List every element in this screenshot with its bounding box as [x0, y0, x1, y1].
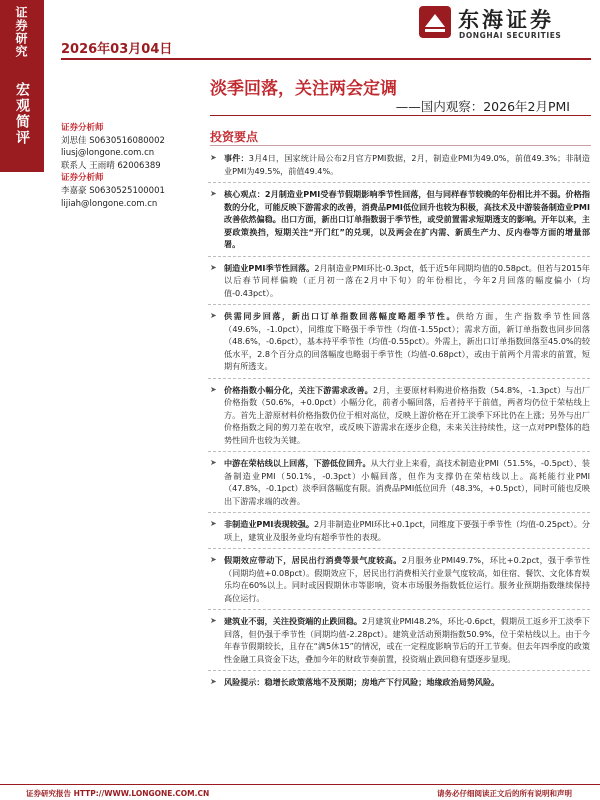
bullet-divider: [208, 256, 590, 257]
logo-name-cn: 东海证券: [458, 8, 554, 32]
bullet-divider: [208, 378, 590, 379]
bullet-text: 从大行业上来看，高技术制造业PMI（51.5%，-0.5pct）、装备制造业PMI（50.1%，-0.3pct）小幅回落，但作为支撑仍在荣枯线以上。高耗能行业PMI（47.8%，-0.1pct）淡季回落幅度有限。消费品PMI低位回升（48.3%，+0.5pct），同时可能也反映出下游需求端的改善。: [224, 458, 590, 506]
bullet-divider: [208, 451, 590, 452]
bullet-lead: 非制造业PMI表现较强。: [224, 519, 314, 529]
category-tab: [0, 72, 44, 172]
bullet-event: [208, 152, 590, 177]
bullet-industries: [208, 457, 590, 507]
footer-disclaimer: 请务必仔细阅读正文后的所有说明和声明: [437, 789, 572, 798]
analyst-block: [61, 172, 201, 210]
bullet-arrow-icon: ➤: [210, 262, 217, 272]
bullet-arrow-icon: ➤: [210, 384, 217, 394]
company-logo: [418, 3, 593, 43]
bullet-arrow-icon: ➤: [210, 189, 217, 198]
footer-website: 证券研究报告 HTTP://WWW.LONGONE.COM.CN: [26, 789, 210, 798]
bullet-supply-demand: [208, 310, 590, 373]
report-subtitle: ——国内观察：2026年2月PMI: [395, 99, 570, 114]
analyst-email: lijiah@longone.com.cn: [61, 198, 158, 209]
bullet-lead: 核心观点：2月制造业PMI受春节假期影响季节性回落，但与同样春节较晚的年份相比并不弱。价格指数的分化，可能反映下游需求的改善，消费品PMI低位回升也较为积极，高技术及中游装备制造业PMI改善依然偏稳。出口方面，新出口订单指数弱于季节性，或受前置需求短期透支的影响。开年以来，主要政策换挡，短期关注“开门红”的兑现，以及两会在扩内需、新质生产力、反内卷等方面的增量部署。: [224, 189, 590, 249]
bullet-divider: [208, 609, 590, 610]
analyst-block: [61, 122, 201, 172]
bullet-arrow-icon: ➤: [210, 677, 217, 686]
analyst-role: 证券分析师: [61, 123, 104, 133]
key-points: [208, 152, 590, 689]
bullet-prices: [208, 384, 590, 447]
bullet-arrow-icon: ➤: [210, 616, 217, 625]
bullet-text: 3月4日，国家统计局公布2月官方PMI数据，2月，制造业PMI为49.0%，前值49.3%；非制造业PMI为49.5%，前值49.4%。: [224, 153, 590, 176]
bullet-text: 2月非制造业PMI环比+0.1pct，同维度下要强于季节性（均值-0.25pct）。分项上，建筑业及服务业均有超季节性的表现。: [224, 519, 590, 542]
bullet-text: 2月服务业PMI49.7%，环比+0.2pct，强于季节性（同期均值+0.08pct）。假期效应下，居民出行消费相关行业景气度较高，如住宿、餐饮、文化体育娱乐均在60%以上。同时或因假期休市等影响，资本市场服务指数低位运行。服务业预期指数继续保持高位运行。: [224, 555, 590, 603]
bullet-construction: [208, 615, 590, 665]
bullet-lead: 事件：: [224, 153, 249, 163]
bullet-lead: 假期效应带动下，居民出行消费等景气度较高。: [224, 555, 402, 565]
bullet-arrow-icon: ➤: [210, 311, 217, 320]
bullet-risk: [208, 676, 590, 689]
logo-name-en: DONGHAI SECURITIES: [459, 31, 562, 40]
bullet-text: 2月制造业PMI环比-0.3pct，低于近5年同期均值的0.58pct。但若与2015年以后春节同样偏晚（正月初一落在2月中下旬）的年份相比，今年2月回落的幅度偏小（均值-0.43pct）。: [224, 262, 590, 298]
report-type-tab: [0, 0, 44, 72]
bullet-arrow-icon: ➤: [210, 153, 217, 162]
bullet-services: [208, 554, 590, 604]
analyst-sidebar: [61, 122, 201, 210]
bullet-divider: [208, 512, 590, 513]
footer-divider: [0, 784, 600, 785]
bullet-text: 2月建筑业PMI48.2%，环比-0.6pct，假期员工返乡开工淡季下回落，但仍强于季节性（同期均值-2.28pct）。建筑业活动预期指数50.9%，位于荣枯线以上。由于今年春节假期较长，且存在“满5休15”的情况，或在一定程度影响节后的开工节奏。但去年四季度的政策性金融工具资金下达，叠加今年的财政节奏前置，投资端止跌回稳有望逐步显现。: [224, 616, 590, 664]
title-divider: [210, 115, 591, 116]
bullet-lead: 中游在荣枯线以上回落，下游低位回升。: [224, 458, 371, 468]
bullet-manufacturing: [208, 262, 590, 300]
report-date: 2026年03月04日: [61, 42, 173, 57]
bullet-divider: [208, 304, 590, 305]
bullet-arrow-icon: ➤: [210, 458, 217, 467]
category-label: 宏观简评: [14, 82, 30, 146]
bullet-divider: [208, 182, 590, 183]
bullet-text: 供给方面，生产指数季节性回落（49.6%，-1.0pct），同维度下略强于季节性（均值-1.55pct）；需求方面，新订单指数也同步回落（48.6%，-0.6pct），基本持平季节性（均值-0.55pct）。外需上，新出口订单指数回落至45.0%的较低水平，2.8个百分点的回落幅度也略弱于季节性（均值-0.68pct），或由于前两个月需求的前置，短期有所透支。: [224, 311, 590, 371]
analyst-name-id: 刘思佳 S0630516080002: [61, 135, 165, 146]
bullet-text: 2月，主要原材料购进价格指数（54.8%，-1.3pct）与出厂价格指数（50.6%，+0.0pct）小幅分化，前者小幅回落，后者持平于前值，两者均仍位于荣枯线上方。首先上游原材料价格指数仍位于相对高位，反映上游价格在开工淡季下环比仍在上涨；另外与出厂价格指数之间的剪刀差在收窄，或反映下游需求在逐步企稳，未来关注持续性，这一点对PPI整体的趋势性回升也较为关键。: [224, 384, 590, 445]
bullet-core-view: [208, 188, 590, 251]
bullet-lead: 供需同步回落，新出口订单指数回落幅度略超季节性。: [224, 311, 457, 321]
analyst-role: 证券分析师: [61, 173, 104, 184]
bullet-lead: 风险提示：: [224, 677, 265, 687]
section-divider: [210, 145, 591, 146]
report-type-label: 证券研究: [14, 6, 28, 58]
bullet-lead: 建筑业不弱，关注投资端的止跌回稳。: [224, 616, 363, 626]
bullet-non-manufacturing: [208, 518, 590, 543]
analyst-name-id: 李嘉豪 S0630525100001: [61, 185, 165, 196]
report-title: 淡季回落，关注两会定调: [210, 79, 397, 99]
bullet-arrow-icon: ➤: [210, 555, 217, 564]
header-divider: [61, 58, 591, 60]
bullet-divider: [208, 670, 590, 671]
bullet-text: 稳增长政策落地不及预期；房地产下行风险；地缘政治局势风险。: [264, 677, 500, 687]
bullet-divider: [208, 548, 590, 549]
bullet-lead: 价格指数小幅分化，关注下游需求改善。: [224, 384, 373, 395]
bullet-lead: 制造业PMI季节性回落。: [224, 262, 315, 273]
bullet-arrow-icon: ➤: [210, 519, 217, 528]
analyst-phone: 联系人 王雨晴 62006389: [61, 160, 161, 171]
analyst-email: liusj@longone.com.cn: [61, 148, 155, 159]
section-heading: 投资要点: [210, 130, 259, 144]
logo-mark-icon: [418, 5, 452, 39]
